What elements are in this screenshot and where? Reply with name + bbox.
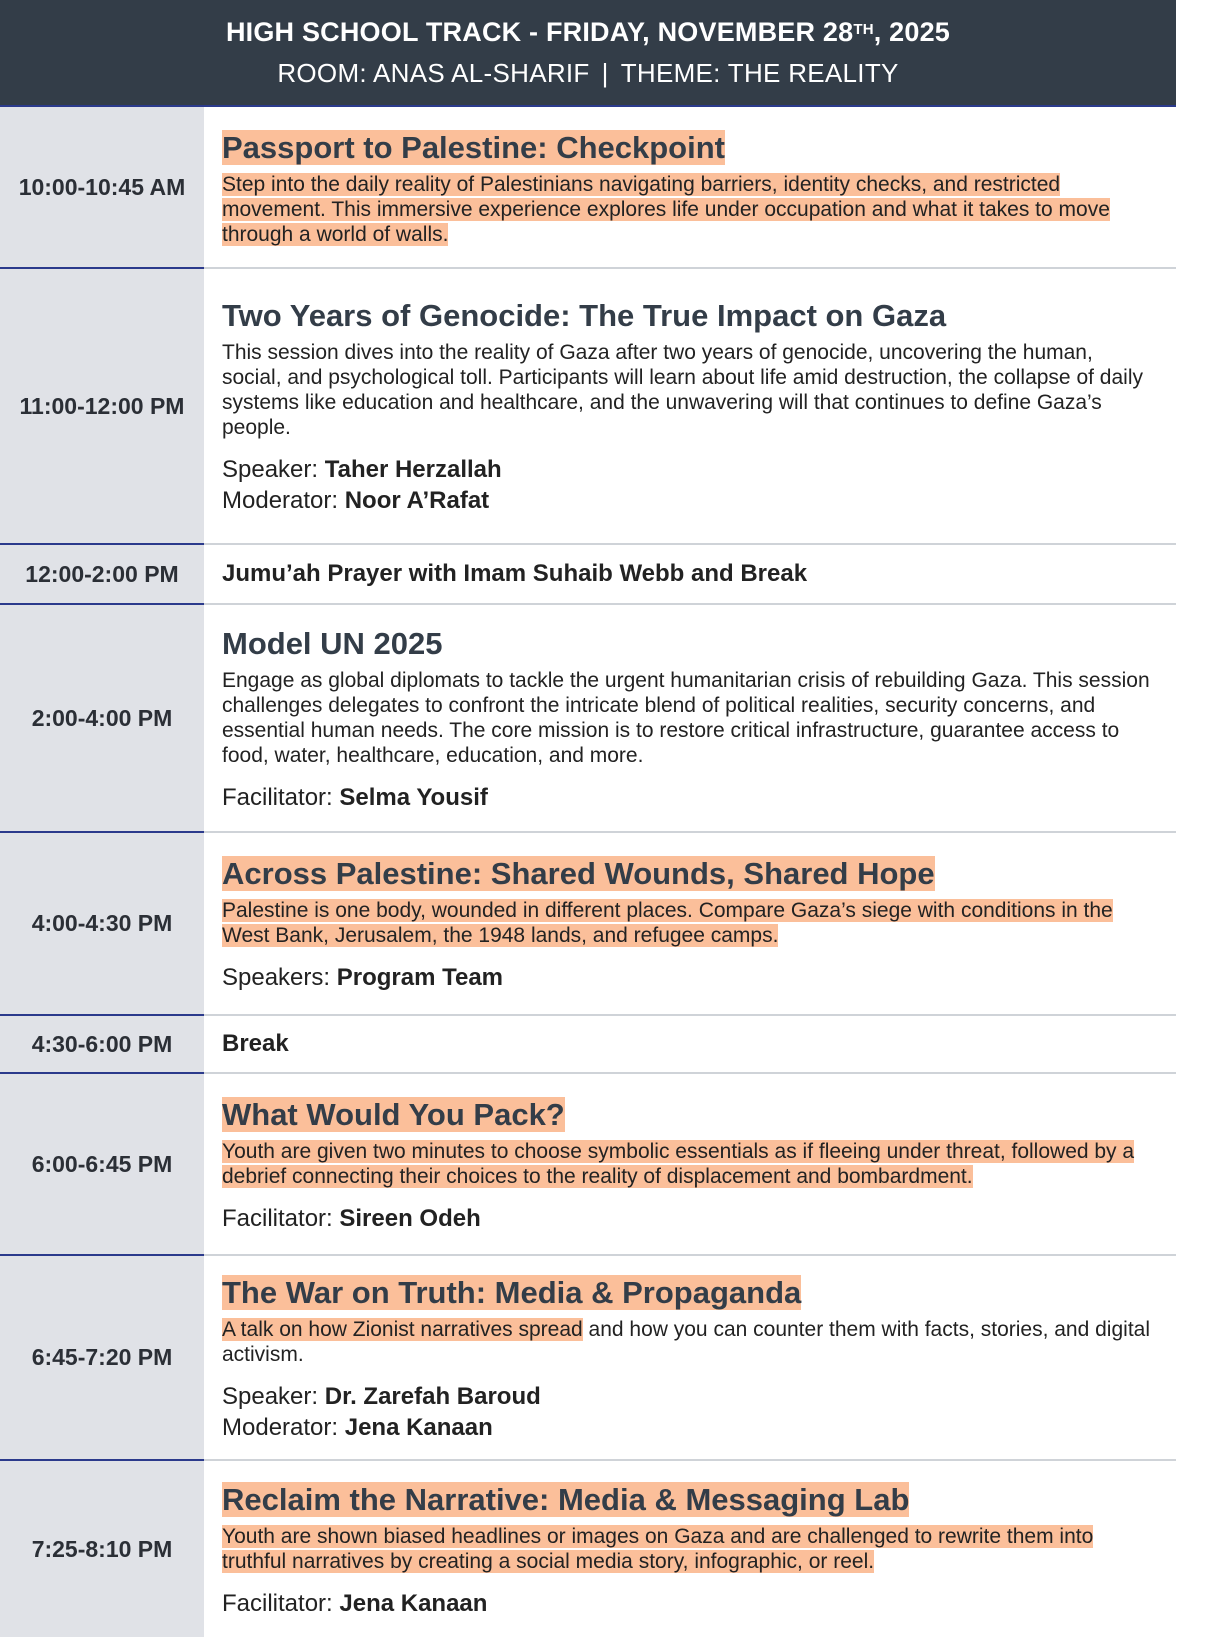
session-time: 10:00-10:45 AM	[0, 107, 204, 269]
moderator-role: Moderator:	[222, 487, 345, 514]
session-people	[222, 782, 1158, 813]
room-label: ROOM: ANAS AL-SHARIF	[277, 57, 590, 88]
facilitator-line	[222, 1203, 1158, 1234]
session-time: 6:45-7:20 PM	[0, 1256, 204, 1461]
facilitator-line	[222, 1588, 1158, 1619]
speaker-line	[222, 454, 1158, 485]
session-title: Passport to Palestine: Checkpoint	[222, 129, 725, 165]
session-title: The War on Truth: Media & Propaganda	[222, 1274, 802, 1310]
session-title: Jumu’ah Prayer with Imam Suhaib Webb and Break	[222, 560, 808, 587]
session-time: 6:00-6:45 PM	[0, 1074, 204, 1256]
facilitator-name: Sireen Odeh	[339, 1204, 481, 1232]
session-content	[204, 545, 1176, 605]
speaker-name: Taher Herzallah	[324, 456, 502, 483]
session-description: Engage as global diplomats to tackle the urgent humanitarian crisis of rebuilding Gaza. This session challenges delegates to confront the intricate blend of political realities, security concerns, and essential human needs. The core mission is to restore critical infrastructure, guarantee access to food, water, healthcare, education, and more.	[222, 668, 1150, 767]
session-row	[0, 1074, 1176, 1256]
date-suffix: TH	[853, 20, 874, 38]
session-content	[204, 833, 1176, 1016]
session-row	[0, 1256, 1176, 1461]
session-row	[0, 1461, 1176, 1637]
session-description: This session dives into the reality of Gaza after two years of genocide, uncovering the human, social, and psychological toll. Participants will learn about life amid destruction, the collapse of daily systems like education and healthcare, and the unwavering will that continues to define Gaza’s people.	[222, 341, 1143, 439]
session-description: Palestine is one body, wounded in different places. Compare Gaza’s siege with conditions in the West Bank, Jerusalem, the 1948 lands, and refugee camps.	[222, 899, 1113, 947]
schedule-header	[0, 0, 1176, 107]
session-description	[222, 1317, 1158, 1367]
session-content	[204, 605, 1176, 833]
track-year: , 2025	[873, 16, 951, 47]
speakers-name: Program Team	[336, 964, 504, 991]
facilitator-role: Facilitator:	[222, 1589, 340, 1617]
session-time: 11:00-12:00 PM	[0, 269, 204, 545]
session-description: Youth are shown biased headlines or images on Gaza and are challenged to rewrite them into truthful narratives by creating a social media story, infographic, or reel.	[222, 1524, 1094, 1573]
session-description: Youth are given two minutes to choose symbolic essentials as if fleeing under threat, followed by a debrief connecting their choices to the reality of displacement and bombardment.	[222, 1139, 1135, 1188]
track-title-main: HIGH SCHOOL TRACK - FRIDAY, NOVEMBER 28	[225, 16, 854, 47]
speaker-role: Speaker:	[222, 456, 325, 483]
session-description: Step into the daily reality of Palestinians navigating barriers, identity checks, and restricted movement. This immersive experience explores life under occupation and what it takes to move through a world of walls.	[222, 172, 1110, 246]
facilitator-role: Facilitator:	[222, 1204, 340, 1232]
session-time: 4:30-6:00 PM	[0, 1016, 204, 1074]
session-row	[0, 1016, 1176, 1074]
moderator-name: Jena Kanaan	[344, 1413, 493, 1441]
session-title: What Would You Pack?	[222, 1096, 565, 1132]
session-people	[222, 1588, 1158, 1619]
session-title: Model UN 2025	[222, 625, 443, 661]
session-people	[222, 1203, 1158, 1234]
facilitator-name: Selma Yousif	[339, 783, 488, 811]
session-content	[204, 1256, 1176, 1461]
session-time: 7:25-8:10 PM	[0, 1461, 204, 1637]
session-row	[0, 545, 1176, 605]
session-title: Break	[222, 1030, 289, 1057]
description-highlight: A talk on how Zionist narratives spread	[222, 1317, 583, 1341]
session-content	[204, 1074, 1176, 1256]
session-row	[0, 833, 1176, 1016]
moderator-line	[222, 1412, 1158, 1443]
session-content	[204, 107, 1176, 269]
speaker-role: Speaker:	[222, 1382, 325, 1410]
session-title: Reclaim the Narrative: Media & Messaging Lab	[222, 1481, 910, 1517]
session-people	[222, 962, 1158, 993]
speaker-line	[222, 1381, 1158, 1412]
session-content	[204, 1016, 1176, 1074]
speakers-role: Speakers:	[222, 964, 337, 991]
moderator-role: Moderator:	[222, 1413, 345, 1441]
moderator-line	[222, 485, 1158, 516]
moderator-name: Noor A’Rafat	[344, 487, 490, 514]
session-row	[0, 605, 1176, 833]
facilitator-line	[222, 782, 1158, 813]
facilitator-role: Facilitator:	[222, 783, 340, 811]
speaker-name: Dr. Zarefah Baroud	[324, 1382, 541, 1410]
session-title: Across Palestine: Shared Wounds, Shared Hope	[222, 856, 935, 891]
track-title	[226, 15, 950, 49]
speakers-line	[222, 962, 1158, 993]
session-time: 2:00-4:00 PM	[0, 605, 204, 833]
theme-label: THEME: THE REALITY	[620, 57, 899, 88]
session-people	[222, 1381, 1158, 1443]
session-time: 12:00-2:00 PM	[0, 545, 204, 605]
session-content	[204, 269, 1176, 545]
session-row	[0, 269, 1176, 545]
description-rest: and how you can counter them with facts, stories, and digital activism.	[222, 1317, 1150, 1366]
session-content	[204, 1461, 1176, 1637]
facilitator-name: Jena Kanaan	[339, 1589, 488, 1617]
room-theme-line	[277, 55, 898, 91]
session-people	[222, 454, 1158, 516]
session-title: Two Years of Genocide: The True Impact on Gaza	[222, 298, 947, 333]
session-time: 4:00-4:30 PM	[0, 833, 204, 1016]
session-row	[0, 107, 1176, 269]
header-separator: |	[601, 57, 609, 88]
